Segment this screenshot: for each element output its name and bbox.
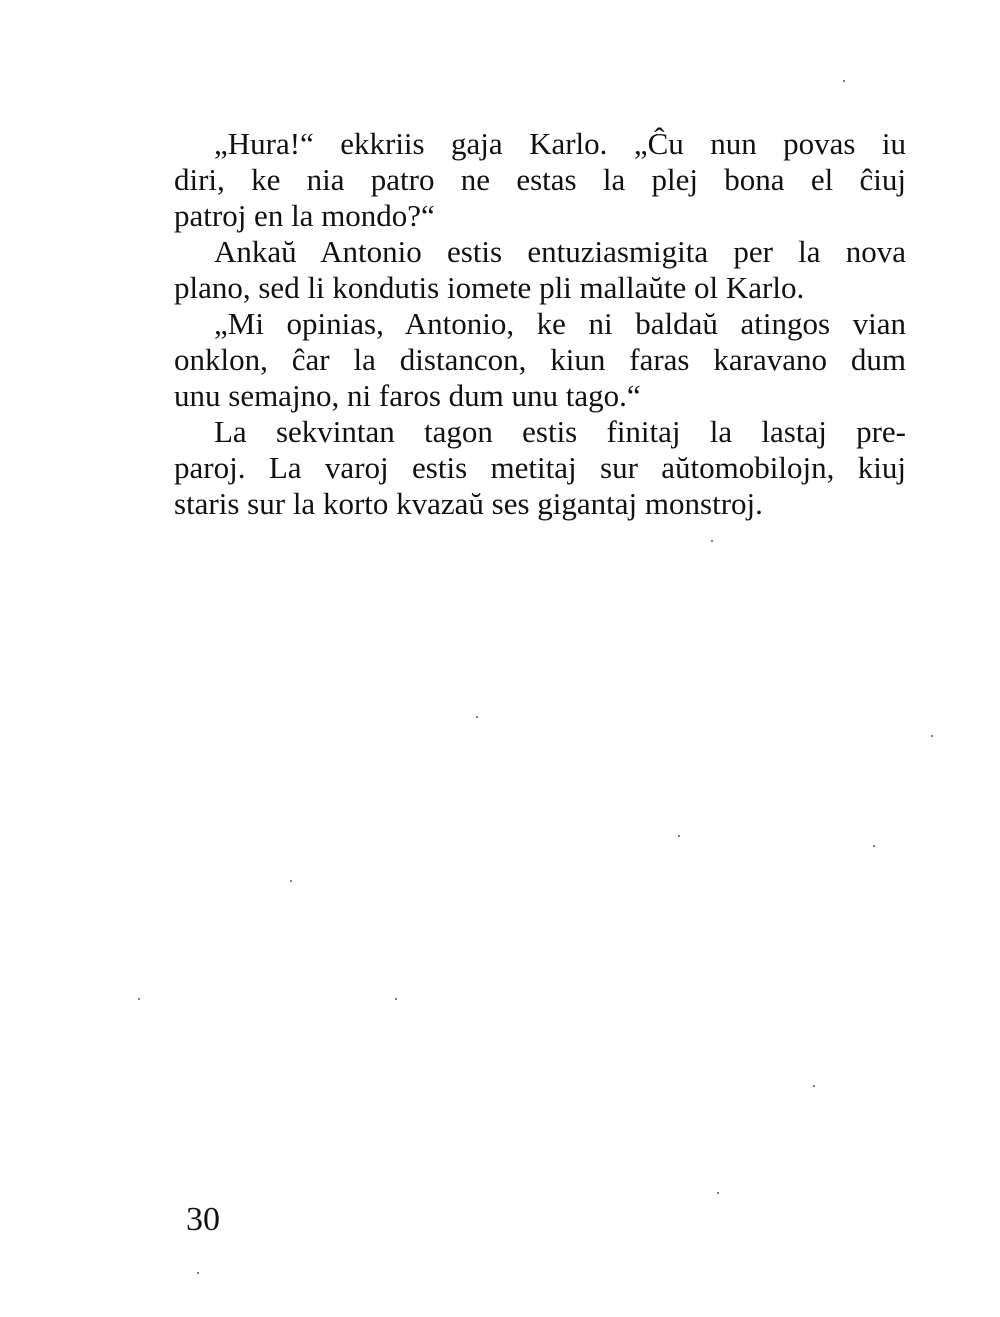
scan-speck — [197, 1272, 199, 1274]
text-line: onklon, ĉar la distancon, kiun faras karavano dum — [174, 342, 906, 377]
text-line: staris sur la korto kvazaŭ ses gigantaj monstroj. — [174, 486, 763, 521]
text-line: Ankaŭ Antonio estis entuziasmigita per la nova — [214, 234, 906, 269]
scan-speck — [290, 880, 292, 882]
scan-speck — [711, 540, 713, 542]
scan-speck — [476, 716, 478, 718]
scan-speck — [678, 835, 680, 837]
scan-speck — [395, 998, 397, 1000]
text-line: patroj en la mondo?“ — [174, 198, 435, 233]
text-line: La sekvintan tagon estis finitaj la lastaj pre- — [214, 414, 906, 449]
scan-speck — [931, 735, 933, 737]
text-line: „Hura!“ ekkriis gaja Karlo. „Ĉu nun povas iu — [214, 126, 906, 161]
scan-speck — [813, 1085, 815, 1087]
text-line: „Mi opinias, Antonio, ke ni baldaŭ atingos vian — [214, 306, 906, 341]
page-number: 30 — [186, 1201, 220, 1238]
scan-speck — [717, 1192, 719, 1194]
scan-speck — [873, 845, 875, 847]
text-line: unu semajno, ni faros dum unu tago.“ — [174, 378, 641, 413]
text-line: diri, ke nia patro ne estas la plej bona el ĉiuj — [174, 162, 906, 197]
scan-speck — [138, 998, 140, 1000]
scan-speck — [843, 80, 845, 82]
text-line: plano, sed li kondutis iomete pli mallaŭte ol Karlo. — [174, 270, 805, 305]
text-line: paroj. La varoj estis metitaj sur aŭtomobilojn, kiuj — [174, 450, 906, 485]
